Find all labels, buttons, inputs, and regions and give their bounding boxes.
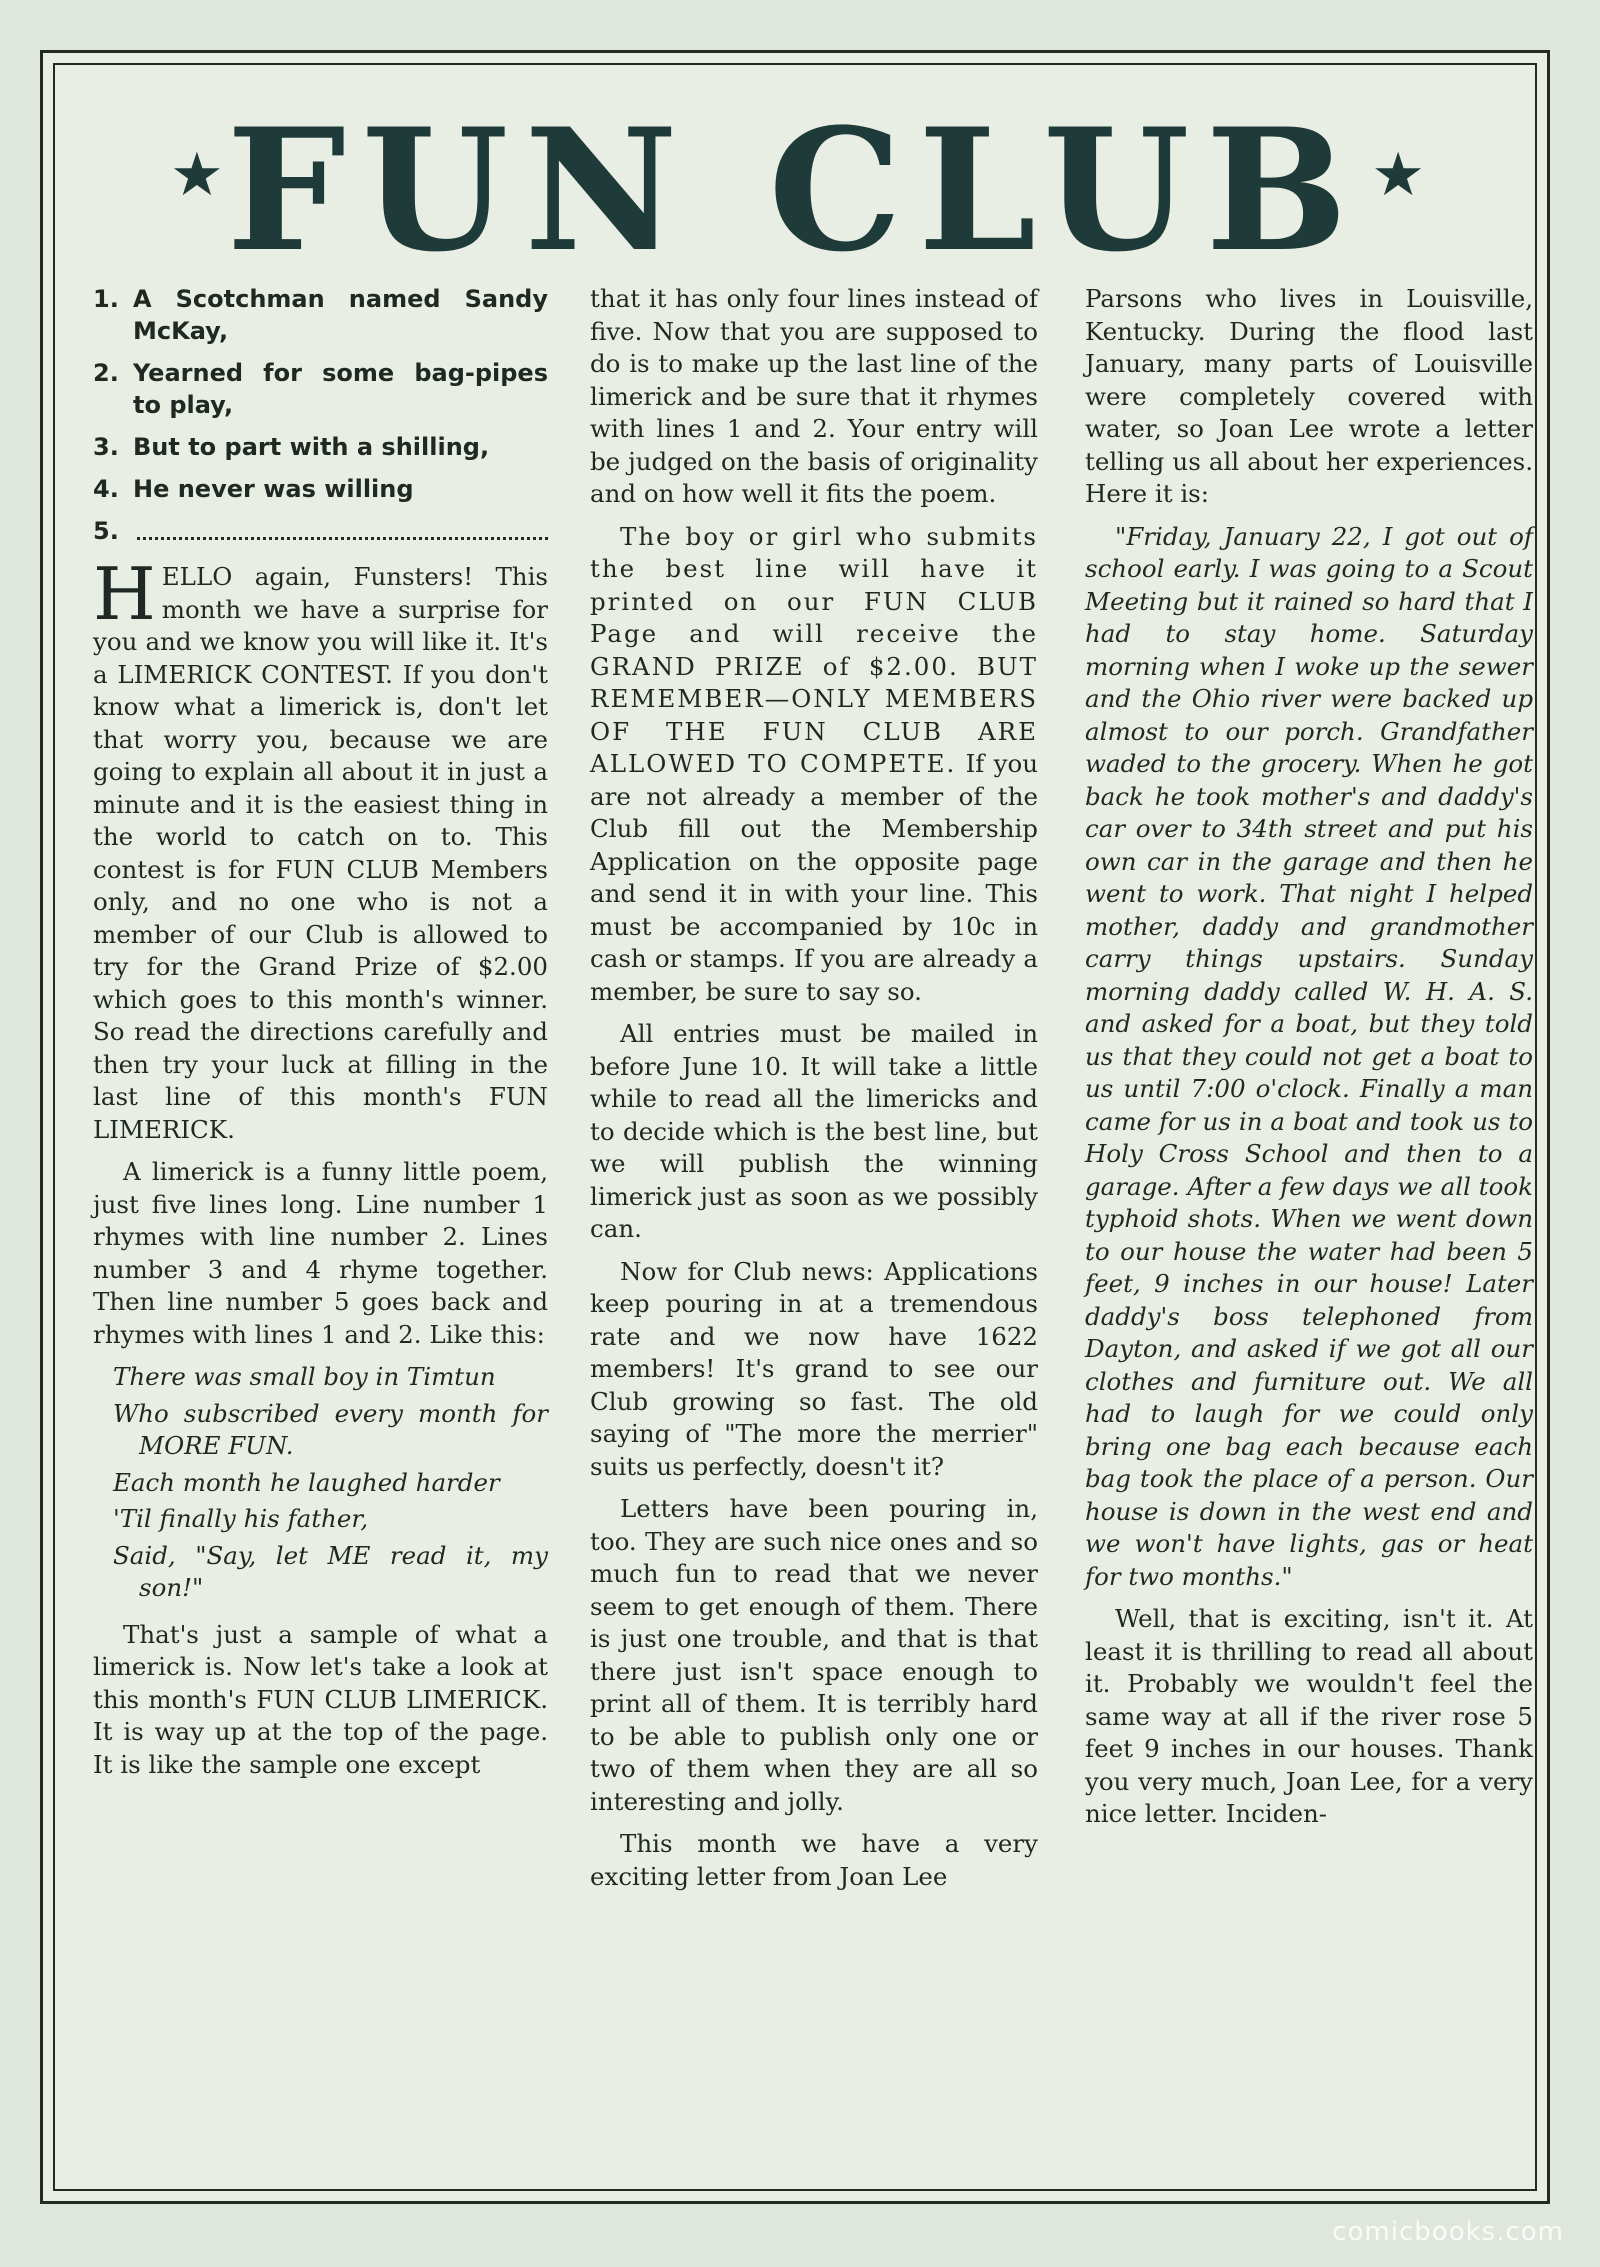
dotted-blank xyxy=(137,515,548,540)
paragraph: That's just a sample of what a limerick is. Now let's take a look at this month's FUN CLUB LIMERICK. It is way up at the top of the page. It is like the sample one except xyxy=(93,1619,548,1779)
drop-cap: H xyxy=(93,552,156,636)
limerick-line: 2. Yearned for some bag-pipes to play, xyxy=(93,359,548,419)
limerick-list xyxy=(93,283,548,547)
letter-quote: "Friday, January 22, I got out of school early. I was going to a Scout Meeting but it rained so hard that I had to stay home. Saturday morning when I woke up the sewer and the Ohio river were backed up almost to our porch. Grandfather waded to the grocery. When he got back he took mother's and daddy's car over to 34th street and put his own car in the garage and then he went to work. That night I helped mother, daddy and grandmother carry things upstairs. Sunday morning daddy called W. H. A. S. and asked for a boat, but they told us that they could not get a boat to us until 7:00 o'clock. Finally a man came for us in a boat and took us to Holy Cross School and then to a garage. After a few days we all took typhoid shots. When we went down to our house the water had been 5 feet, 9 inches in our house! Later daddy's boss telephoned from Dayton, and asked if we got all our clothes and furniture out. We all had to laugh for we could only bring one bag each because each bag took the place of a person. Our house is down in the west end and we won't have lights, gas or heat for two months." xyxy=(1085,521,1533,1591)
poem-line: Said, "Say, let ME read it, my son!" xyxy=(113,1540,548,1602)
poem-line: 'Til finally his father, xyxy=(113,1504,369,1533)
intro-paragraph: HELLO again, Funsters! This month we have a surprise for you and we know you will like it. It's a LIMERICK CONTEST. If you don't know what a limerick is, don't let that worry you, because we are going to explain all about it in just a minute and it is the easiest thing in the world to catch on to. This contest is for FUN CLUB Members only, and no one who is not a member of our Club is allowed to try for the Grand Prize of $2.00 which goes to this month's winner. So read the directions carefully and then try your luck at filling in the last line of this month's FUN LIMERICK. xyxy=(93,552,548,1144)
watermark: comicbooks.com xyxy=(1332,2217,1564,2247)
paragraph: The boy or girl who submits the best line will have it printed on our FUN CLUB Page and will receive the GRAND PRIZE of $2.00. BUT REMEMBER—ONLY MEMBERS OF THE FUN CLUB ARE ALLOWED TO COMPETE. If you are not already a member of the Club fill out the Membership Application on the opposite page and send it in with your line. This must be accompanied by 10c in cash or stamps. If you are already a member, be sure to say so. xyxy=(590,521,1038,1006)
page-title: FUN CLUB xyxy=(226,91,1364,289)
paragraph: Now for Club news: Applications keep pouring in at a tremendous rate and we now have 1622 members! It's grand to see our Club growing so fast. The old saying of "The more the merrier" suits us perfectly, doesn't it? xyxy=(590,1256,1038,1481)
paragraph: Letters have been pouring in, too. They are such nice ones and so much fun to read that we never seem to get enough of them. There is just one trouble, and that is that there just isn't space enough to print all of them. It is terribly hard to be able to publish only one or two of them when they are all so interesting and jolly. xyxy=(590,1494,1038,1816)
column-3 xyxy=(1085,283,1533,1841)
paragraph: Well, that is exciting, isn't it. At least it is thrilling to read all about it. Probably we wouldn't feel the same way at all if the river rose 5 feet 9 inches in our houses. Thank you very much, Joan Lee, for a very nice letter. Inciden- xyxy=(1085,1604,1533,1828)
limerick-line-text: But to part with a shilling, xyxy=(133,433,490,461)
paragraph: A limerick is a funny little poem, just five lines long. Line number 1 rhymes with line number 2. Lines number 3 and 4 rhyme together. Then line number 5 goes back and rhymes with lines 1 and 2. Like this: xyxy=(93,1157,548,1349)
limerick-line: 3. But to part with a shilling, xyxy=(93,433,490,461)
limerick-line: 4. He never was willing xyxy=(93,475,414,503)
column-1 xyxy=(93,283,548,1791)
limerick-line-text: A Scotchman named Sandy McKay, xyxy=(133,285,548,345)
inner-border xyxy=(53,63,1537,2191)
poem-line: There was small boy in Timtun xyxy=(113,1362,496,1391)
star-icon: ★ xyxy=(170,140,224,210)
star-icon: ★ xyxy=(1371,140,1425,210)
limerick-line: 1. A Scotchman named Sandy McKay, xyxy=(93,285,548,345)
paragraph: This month we have a very exciting letter from Joan Lee xyxy=(590,1829,1038,1891)
poem-line: Who subscribed every month for MORE FUN. xyxy=(113,1398,548,1460)
paragraph: Parsons who lives in Louisville, Kentucky. During the flood last January, many parts of Louisville were completely covered with water, so Joan Lee wrote a letter telling us all about her experiences. Here it is: xyxy=(1085,284,1533,508)
limerick-line-text: Yearned for some bag-pipes to play, xyxy=(133,359,548,419)
limerick-blank-line: 5. xyxy=(93,515,548,547)
paragraph: that it has only four lines instead of five. Now that you are supposed to do is to make up the last line of the limerick and be sure that it rhymes with lines 1 and 2. Your entry will be judged on the basis of originality and on how well it fits the poem. xyxy=(590,284,1038,508)
poem-line: Each month he laughed harder xyxy=(113,1467,500,1497)
limerick-line-text: He never was willing xyxy=(133,475,414,503)
header xyxy=(55,91,1535,289)
column-2 xyxy=(590,283,1038,1903)
paragraph: All entries must be mailed in before June 10. It will take a little while to read all the limericks and to decide which is the best line, but we will publish the winning limerick just as soon as we possibly can. xyxy=(590,1019,1038,1243)
sample-poem xyxy=(113,1361,548,1605)
page-frame xyxy=(40,50,1550,2204)
